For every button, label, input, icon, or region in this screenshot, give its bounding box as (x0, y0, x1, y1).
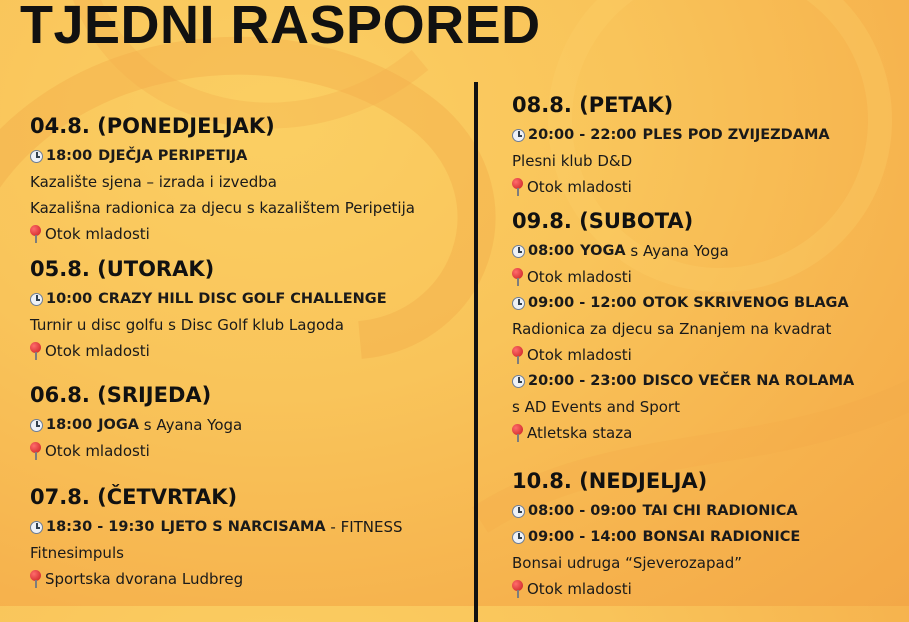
location-text: Sportska dvorana Ludbreg (45, 570, 244, 588)
pin-icon (30, 570, 41, 588)
event-time: 18:30 - 19:30 (46, 519, 155, 535)
location-text: Otok mladosti (527, 178, 632, 196)
clock-icon (30, 419, 43, 432)
event-title: TAI CHI RADIONICA (642, 503, 798, 519)
location-text: Atletska staza (527, 424, 633, 442)
location-line (512, 342, 902, 368)
event-line (30, 412, 460, 438)
pin-icon (30, 342, 41, 360)
location-line (30, 221, 460, 247)
event-line (30, 286, 460, 312)
day-sunday (512, 468, 902, 602)
event-time: 09:00 - 14:00 (528, 529, 637, 545)
clock-icon (512, 245, 525, 258)
pin-icon (30, 225, 41, 243)
event-description: Fitnesimpuls (30, 544, 124, 562)
day-heading: 06.8. (SRIJEDA) (30, 383, 212, 407)
location-text: Otok mladosti (45, 342, 150, 360)
event-title: YOGA (580, 243, 626, 259)
clock-icon (30, 150, 43, 163)
day-tuesday (30, 256, 460, 364)
clock-icon (512, 129, 525, 142)
location-text: Otok mladosti (527, 346, 632, 364)
event-description: Plesni klub D&D (512, 152, 633, 170)
pin-icon (512, 178, 523, 196)
event-description: Turnir u disc golfu s Disc Golf klub Lagoda (30, 316, 344, 334)
page-title: TJEDNI RASPORED (20, 0, 541, 55)
pin-icon (512, 580, 523, 598)
event-line (512, 498, 902, 524)
clock-icon (512, 297, 525, 310)
event-time: 09:00 - 12:00 (528, 295, 637, 311)
event-category: - FITNESS (330, 518, 403, 536)
location-text: Otok mladosti (45, 225, 150, 243)
event-title: JOGA (98, 417, 140, 433)
event-description: Kazališna radionica za djecu s kazalištem Peripetija (30, 199, 415, 217)
event-title: BONSAI RADIONICE (642, 529, 801, 545)
event-time: 08:00 - 09:00 (528, 503, 637, 519)
event-line (30, 143, 460, 169)
event-time: 20:00 - 23:00 (528, 373, 637, 389)
event-line (30, 514, 460, 540)
event-line (512, 290, 902, 316)
pin-icon (512, 268, 523, 286)
event-description: Radionica za djecu sa Znanjem na kvadrat (512, 320, 832, 338)
day-heading: 04.8. (PONEDJELJAK) (30, 114, 275, 138)
location-line (512, 174, 902, 200)
day-heading: 07.8. (ČETVRTAK) (30, 485, 238, 509)
location-text: Otok mladosti (527, 580, 632, 598)
day-saturday (512, 208, 902, 446)
column-divider (474, 82, 478, 622)
day-wednesday (30, 382, 460, 464)
day-heading: 09.8. (SUBOTA) (512, 209, 694, 233)
event-line (512, 122, 902, 148)
event-description: Kazalište sjena – izrada i izvedba (30, 173, 278, 191)
event-title: OTOK SKRIVENOG BLAGA (642, 295, 849, 311)
event-time: 18:00 (46, 148, 93, 164)
location-line (512, 264, 902, 290)
event-title: PLES POD ZVIJEZDAMA (642, 127, 830, 143)
day-thursday (30, 484, 460, 592)
day-monday (30, 113, 460, 247)
location-line (30, 438, 460, 464)
location-line (512, 576, 902, 602)
event-title: DISCO VEČER NA ROLAMA (642, 373, 855, 389)
clock-icon (30, 293, 43, 306)
clock-icon (512, 505, 525, 518)
location-line (30, 338, 460, 364)
day-heading: 05.8. (UTORAK) (30, 257, 215, 281)
event-time: 18:00 (46, 417, 93, 433)
pin-icon (512, 424, 523, 442)
day-heading: 08.8. (PETAK) (512, 93, 674, 117)
location-line (30, 566, 460, 592)
event-line (512, 238, 902, 264)
event-time: 20:00 - 22:00 (528, 127, 637, 143)
event-time: 10:00 (46, 291, 93, 307)
day-heading: 10.8. (NEDJELJA) (512, 469, 708, 493)
event-description: Bonsai udruga “Sjeverozapad” (512, 554, 742, 572)
clock-icon (512, 531, 525, 544)
clock-icon (512, 375, 525, 388)
location-line (512, 420, 902, 446)
event-description: s AD Events and Sport (512, 398, 680, 416)
event-organizer: s Ayana Yoga (143, 416, 243, 434)
day-friday (512, 92, 902, 200)
pin-icon (30, 442, 41, 460)
event-organizer: s Ayana Yoga (630, 242, 729, 260)
location-text: Otok mladosti (527, 268, 632, 286)
event-title: LJETO S NARCISAMA (160, 519, 326, 535)
event-title: CRAZY HILL DISC GOLF CHALLENGE (98, 291, 387, 307)
event-time: 08:00 (528, 243, 575, 259)
event-line (512, 524, 902, 550)
event-title: DJEČJA PERIPETIJA (98, 148, 248, 164)
clock-icon (30, 521, 43, 534)
event-line (512, 368, 902, 394)
pin-icon (512, 346, 523, 364)
location-text: Otok mladosti (45, 442, 150, 460)
